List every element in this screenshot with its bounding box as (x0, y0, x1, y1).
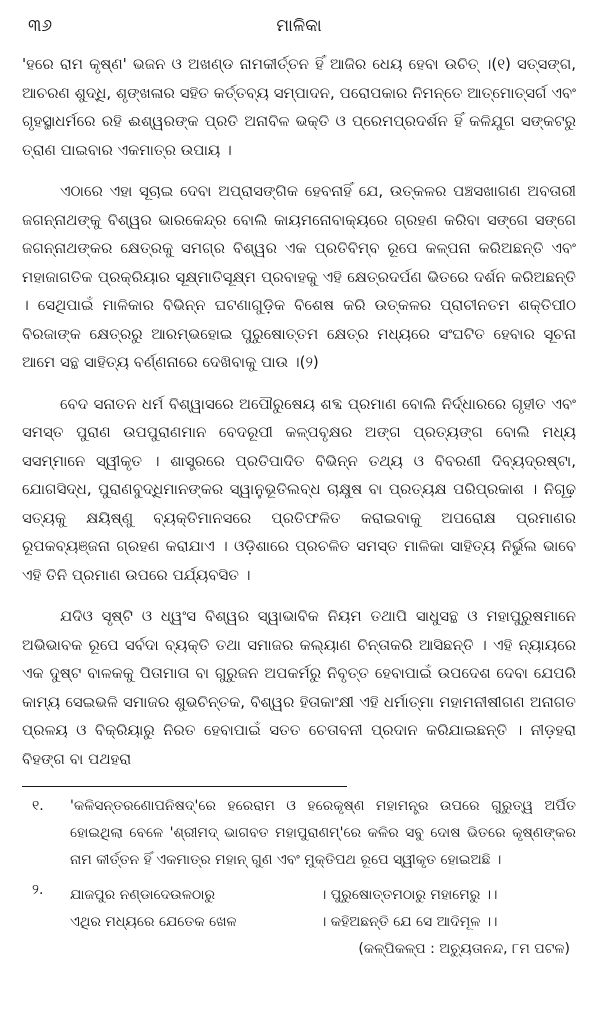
footnote-text: 'କଳିସନ୍ତରଣୋପନିଷଦ୍'ରେ ହରେରାମ ଓ ହରେକୃଷ୍ଣ ମହାମନ୍ତ୍ର ଉପରେ ଗୁରୁତ୍ୱ ଅର୍ପିତ ହୋଇଥିଲା ବେଳେ 'ଶ୍ରୀମଦ୍ ଭାଗବତ ମହାପୁରାଣମ୍'ରେ କଳିର ସବୁ ଦୋଷ ଭିତରେ କୃଷ୍ଣଙ୍କର ନାମ କୀର୍ତ୍ତନ ହିଁ ଏକମାତ୍ର ମହାନ୍ ଗୁଣ ଏବଂ ମୁକ୍ତିପଥ ରୂପେ ସ୍ୱୀକୃତ ହୋଇଅଛି । (70, 798, 576, 868)
verse-second-half: । ପୁରୁଷୋତ୍ତମଠାରୁ ମହାମେରୁ ।। (320, 887, 498, 903)
paragraph: 'ହରେ ରାମ କୃଷ୍ଣ' ଭଜନ ଓ ଅଖଣ୍ଡ ନାମକୀର୍ତ୍ତନ ହିଁ ଆଜିର ଧେୟ ହେବା ଉଚିତ୍ ।(୧) ସତ୍‌ସଙ୍ଗ, ଆଚରଣ ଶୁଦ୍ଧି, ଶୃଙ୍ଖଳାର ସହିତ କର୍ତ୍ତବ୍ୟ ସମ୍ପାଦନ, ପରୋପକାର ନିମନ୍ତେ ଆତ୍ମୋତ୍ସର୍ଗ ଏବଂ ଗୃହସ୍ଥାଧର୍ମରେ ରହି ଈଶ୍ୱରଙ୍କ ପ୍ରତି ଅନାବିଳ ଭକ୍ତି ଓ ପ୍ରେମପ୍ରଦର୍ଶନ ହିଁ କଳିଯୁଗ ସଙ୍କଟରୁ ତ୍ରାଣ ପାଇବାର ଏକମାତ୍ର ଉପାୟ । (22, 55, 576, 159)
body-text (22, 50, 576, 773)
verse-second-half: । କହିଅଛନ୍ତି ଯେ ସେ ଆଦିମୂଳ ।। (320, 914, 498, 930)
footnote-divider (22, 786, 347, 787)
paragraph: ଯଦିଓ ସୃଷ୍ଟି ଓ ଧ୍ୱଂସ ବିଶ୍ୱର ସ୍ୱାଭାବିକ ନିୟମ ତଥାପି ସାଧୁସନ୍ଥ ଓ ମହାପୁରୁଷମାନେ ଅଭିଭାବକ ରୂପେ ସର୍ବଦା ବ୍ୟକ୍ତି ତଥା ସମାଜର କଲ୍ୟାଣ ଚିନ୍ତାକରି ଆସିଛନ୍ତି । ଏହି ନ୍ୟାୟରେ ଏକ ଦୁଷ୍ଟ ବାଳକକୁ ପିତାମାତା ବା ଗୁରୁଜନ ଅପକର୍ମରୁ ନିବୃତ୍ତ ହେବାପାଇଁ ଉପଦେଶ ଦେବା ଯେପରି କାମ୍ୟ ସେଇଭଳି ସମାଜର ଶୁଭଚିନ୍ତକ, ବିଶ୍ୱର ହିତାକାଂକ୍ଷୀ ଏହି ଧର୍ମାତ୍ମା ମହାମନୀଷୀଗଣ ଅନାଗତ ପ୍ରଳୟ ଓ ବିକ୍ରିୟାରୁ ନିରତ ହେବାପାଇଁ ସତତ ଚେତାବନୀ ପ୍ରଦାନ କରିଯାଇଛନ୍ତି । ନୀଡ଼ହରା ବିହଙ୍ଗ ବା ପଥହରା (22, 607, 576, 768)
page-number: ୩୬ (28, 16, 53, 36)
verse-first-half: ଏଥିର ମଧ୍ୟରେ ଯେତେକ ଖେଳ (70, 914, 237, 930)
paragraph: ବେଦ ସନାତନ ଧର୍ମ ବିଶ୍ୱାସରେ ଅପୌରୁଷେୟ ଶବ୍ଦ ପ୍ରମାଣ ବୋଲି ନିର୍ଦ୍ଧାରରେ ଗୃହୀତ ଏବଂ ସମସ୍ତ ପୁରାଣ ଉପପୁରାଣମାନ ବେଦରୂପୀ କଳ୍ପବୃକ୍ଷର ଅଙ୍ଗ ପ୍ରତ୍ୟଙ୍ଗ ବୋଲି ମଧ୍ୟ ସସମ୍ମାନେ ସ୍ୱୀକୃତ । ଶାସ୍ତ୍ରରେ ପ୍ରତିପାଦିତ ବିଭିନ୍ନ ତଥ୍ୟ ଓ ବିବରଣୀ ଦିବ୍ୟଦ୍ରଷ୍ଟା, ଯୋଗସିଦ୍ଧ, ପୁରାଣବୁଦ୍ଧିମାନଙ୍କର ସ୍ୱାନୁଭୂତିଲବ୍ଧ ଚାକ୍ଷୁଷ ବା ପ୍ରତ୍ୟକ୍ଷ ପରିପ୍ରକାଶ । ନିଗୂଢ଼ ସତ୍ୟକୁ କ୍ଷୟିଷ୍ଣୁ ବ୍ୟକ୍ତିମାନସରେ ପ୍ରତିଫଳିତ କରାଇବାକୁ ଅପରୋକ୍ଷ ପ୍ରମାଣର ରୂପକବ୍ୟଞ୍ଜନା ଗ୍ରହଣ କରାଯାଏ । ଓଡ଼ିଶାରେ ପ୍ରଚଳିତ ସମସ୍ତ ମାଳିକା ସାହିତ୍ୟ ନିର୍ଭୁଲ ଭାବେ ଏହି ତିନି ପ୍ରମାଣ ଉପରେ ପର୍ଯ୍ୟବସିତ । (22, 394, 576, 584)
verse-line (70, 909, 576, 936)
footnote-number: ୨. (32, 882, 44, 898)
footnote-1 (22, 793, 576, 874)
paragraph: ଏଠାରେ ଏହା ସୂଚାଇ ଦେବା ଅପ୍ରାସଙ୍ଗିକ ହେବନାହିଁ ଯେ, ଉତ୍କଳର ପଞ୍ଚସଖାଗଣ ଅବତାରୀ ଜଗନ୍ନାଥଙ୍କୁ ବିଶ୍ୱର ଭାରକେନ୍ଦ୍ର ବୋଲି କାୟମନୋବାକ୍ୟରେ ଗ୍ରହଣ କରିବା ସଙ୍ଗେ ସଙ୍ଗେ ଜଗନ୍ନାଥଙ୍କର କ୍ଷେତ୍ରକୁ ସମଗ୍ର ବିଶ୍ୱର ଏକ ପ୍ରତିବିମ୍ବ ରୂପେ କଳ୍ପନା କରିଅଛନ୍ତି ଏବଂ ମହାଜାଗତିକ ପ୍ରକ୍ରିୟାର ସୂକ୍ଷ୍ମାତିସୂକ୍ଷ୍ମ ପ୍ରବାହକୁ ଏହି କ୍ଷେତ୍ରଦର୍ପଣ ଭିତରେ ଦର୍ଶନ କରିଅଛନ୍ତି । ସେଥିପାଇଁ ମାଳିକାର ବିଭିନ୍ନ ଘଟଣାଗୁଡ଼ିକ ବିଶେଷ କରି ଉତ୍କଳର ପ୍ରାଚୀନତମ ଶକ୍ତିପୀଠ ବିରଜାଙ୍କ କ୍ଷେତ୍ରରୁ ଆରମ୍ଭହୋଇ ପୁରୁଷୋତ୍ତମ କ୍ଷେତ୍ର ମଧ୍ୟରେ ସଂଘଟିତ ହେବାର ସୂଚନା ଆମେ ସନ୍ଥ ସାହିତ୍ୟ ବର୍ଣ୍ଣନାରେ ଦେଖିବାକୁ ପାଉ ।(୨) (22, 182, 576, 371)
verse-line (70, 882, 576, 909)
page-header (22, 14, 576, 50)
verse-citation: (କଳ୍ପିକଳ୍ପ : ଅଚ୍ୟୁତାନନ୍ଦ, ୮ମ ପଟଳ) (358, 941, 570, 957)
verse-first-half: ଯାଜପୁର ନଣ୍ଡାଦେଉଳଠାରୁ (70, 887, 216, 903)
footnote-number: ୧. (32, 798, 44, 814)
running-title: ମାଳିକା (276, 16, 322, 36)
footnote-2 (22, 882, 576, 963)
